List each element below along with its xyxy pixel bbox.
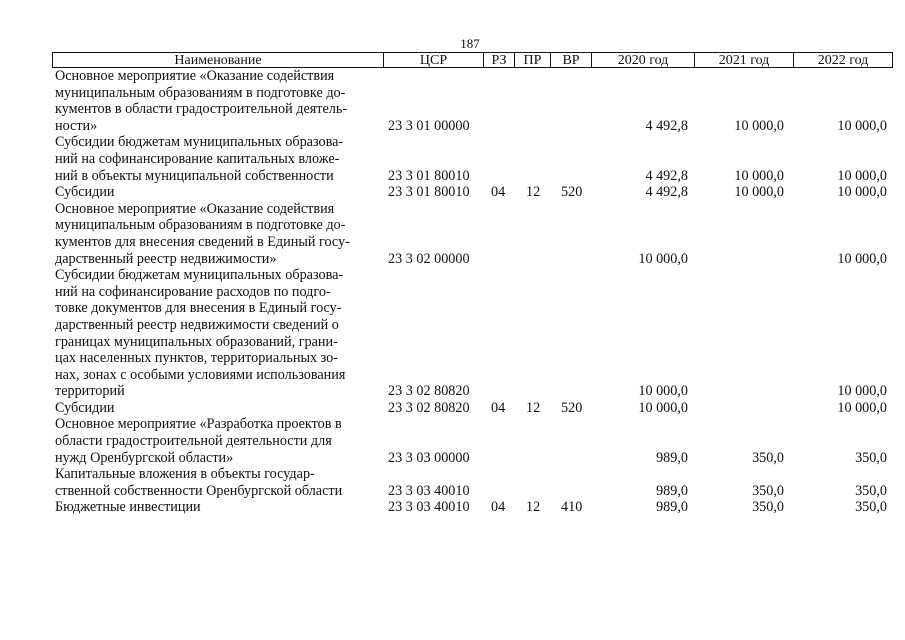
amount-2021-cell: 350,0 — [752, 499, 784, 516]
row-name-line: нах, зонах с особыми условиями использования — [55, 366, 346, 383]
amount-2020-cell: 10 000,0 — [638, 383, 688, 400]
row-name-line: ний на софинансирование расходов по подго- — [55, 283, 331, 300]
amount-2022-cell: 10 000,0 — [837, 167, 887, 184]
header-2021: 2021 год — [694, 52, 794, 68]
csr-cell: 23 3 03 00000 — [388, 449, 470, 466]
amount-2022-cell: 350,0 — [855, 499, 887, 516]
amount-2022-cell: 10 000,0 — [837, 383, 887, 400]
pr-cell: 12 — [526, 499, 541, 516]
rz-cell: 04 — [491, 399, 506, 416]
row-name — [55, 184, 365, 201]
csr-cell: 23 3 03 40010 — [388, 499, 470, 516]
amount-2022-cell: 350,0 — [855, 482, 887, 499]
row-name — [55, 267, 365, 400]
row-name-line: кументов в области градостроительной деятель- — [55, 101, 348, 118]
row-name — [55, 134, 365, 184]
pr-cell: 12 — [526, 184, 541, 201]
header-name: Наименование — [52, 52, 384, 68]
table-row — [0, 201, 905, 267]
row-name — [55, 201, 365, 267]
row-name-line: Основное мероприятие «Разработка проектов в — [55, 416, 342, 433]
amount-2022-cell: 10 000,0 — [837, 184, 887, 201]
row-name-line: ний в объекты муниципальной собственности — [55, 167, 334, 184]
row-name-line: Субсидии бюджетам муниципальных образова- — [55, 134, 344, 151]
row-name-line: Основное мероприятие «Оказание содействия — [55, 200, 335, 217]
csr-cell: 23 3 01 80010 — [388, 184, 470, 201]
row-name — [55, 499, 365, 516]
row-name-line: муниципальным образованиям в подготовке до- — [55, 84, 346, 101]
header-2020: 2020 год — [591, 52, 695, 68]
csr-cell: 23 3 02 80820 — [388, 399, 470, 416]
table-row — [0, 466, 905, 499]
row-name-line: Капитальные вложения в объекты государ- — [55, 466, 315, 483]
vr-cell: 520 — [561, 399, 583, 416]
table-row — [0, 499, 905, 516]
header-pr: ПР — [514, 52, 551, 68]
table-row — [0, 184, 905, 201]
csr-cell: 23 3 03 40010 — [388, 482, 470, 499]
amount-2021-cell: 10 000,0 — [734, 117, 784, 134]
row-name-line: дарственный реестр недвижимости сведений о — [55, 316, 339, 333]
row-name-line: муниципальным образованиям в подготовке до- — [55, 217, 346, 234]
row-name-line: дарственный реестр недвижимости» — [55, 250, 277, 267]
row-name-line: Основное мероприятие «Оказание содействия — [55, 68, 335, 84]
amount-2020-cell: 989,0 — [656, 449, 688, 466]
amount-2020-cell: 4 492,8 — [645, 184, 688, 201]
csr-cell: 23 3 02 80820 — [388, 383, 470, 400]
row-name — [55, 400, 365, 417]
row-name-line: нужд Оренбургской области» — [55, 449, 234, 466]
row-name-line: территорий — [55, 383, 125, 400]
header-rz: РЗ — [483, 52, 515, 68]
csr-cell: 23 3 01 00000 — [388, 117, 470, 134]
amount-2020-cell: 4 492,8 — [645, 167, 688, 184]
row-name-line: Субсидии — [55, 399, 115, 416]
amount-2020-cell: 4 492,8 — [645, 117, 688, 134]
row-name-line: Субсидии — [55, 184, 115, 201]
table-row — [0, 134, 905, 184]
row-name-line: Субсидии бюджетам муниципальных образова- — [55, 267, 344, 284]
csr-cell: 23 3 01 80010 — [388, 167, 470, 184]
vr-cell: 520 — [561, 184, 583, 201]
amount-2021-cell: 350,0 — [752, 449, 784, 466]
header-csr: ЦСР — [383, 52, 484, 68]
row-name — [55, 416, 365, 466]
table-row — [0, 416, 905, 466]
table-row — [0, 68, 905, 134]
vr-cell: 410 — [561, 499, 583, 516]
amount-2022-cell: 350,0 — [855, 449, 887, 466]
amount-2020-cell: 10 000,0 — [638, 250, 688, 267]
row-name-line: кументов для внесения сведений в Единый госу- — [55, 233, 350, 250]
table-row — [0, 267, 905, 400]
table-row — [0, 400, 905, 417]
amount-2020-cell: 989,0 — [656, 482, 688, 499]
row-name — [55, 466, 365, 499]
header-2022: 2022 год — [793, 52, 893, 68]
table-body — [0, 68, 905, 516]
row-name-line: ности» — [55, 117, 98, 134]
amount-2021-cell: 10 000,0 — [734, 167, 784, 184]
row-name-line: цах населенных пунктов, территориальных зо- — [55, 350, 338, 367]
amount-2021-cell: 10 000,0 — [734, 184, 784, 201]
amount-2022-cell: 10 000,0 — [837, 117, 887, 134]
row-name-line: ственной собственности Оренбургской области — [55, 482, 343, 499]
rz-cell: 04 — [491, 499, 506, 516]
row-name-line: границах муниципальных образований, грани- — [55, 333, 338, 350]
header-vr: ВР — [550, 52, 592, 68]
row-name-line: Бюджетные инвестиции — [55, 499, 201, 516]
rz-cell: 04 — [491, 184, 506, 201]
row-name — [55, 68, 365, 134]
amount-2020-cell: 10 000,0 — [638, 399, 688, 416]
amount-2022-cell: 10 000,0 — [837, 250, 887, 267]
amount-2021-cell: 350,0 — [752, 482, 784, 499]
row-name-line: ний на софинансирование капитальных вложе- — [55, 150, 340, 167]
row-name-line: товке документов для внесения в Единый госу- — [55, 300, 342, 317]
page-number: 187 — [460, 36, 480, 51]
pr-cell: 12 — [526, 399, 541, 416]
amount-2020-cell: 989,0 — [656, 499, 688, 516]
amount-2022-cell: 10 000,0 — [837, 399, 887, 416]
row-name-line: области градостроительной деятельности для — [55, 433, 332, 450]
csr-cell: 23 3 02 00000 — [388, 250, 470, 267]
